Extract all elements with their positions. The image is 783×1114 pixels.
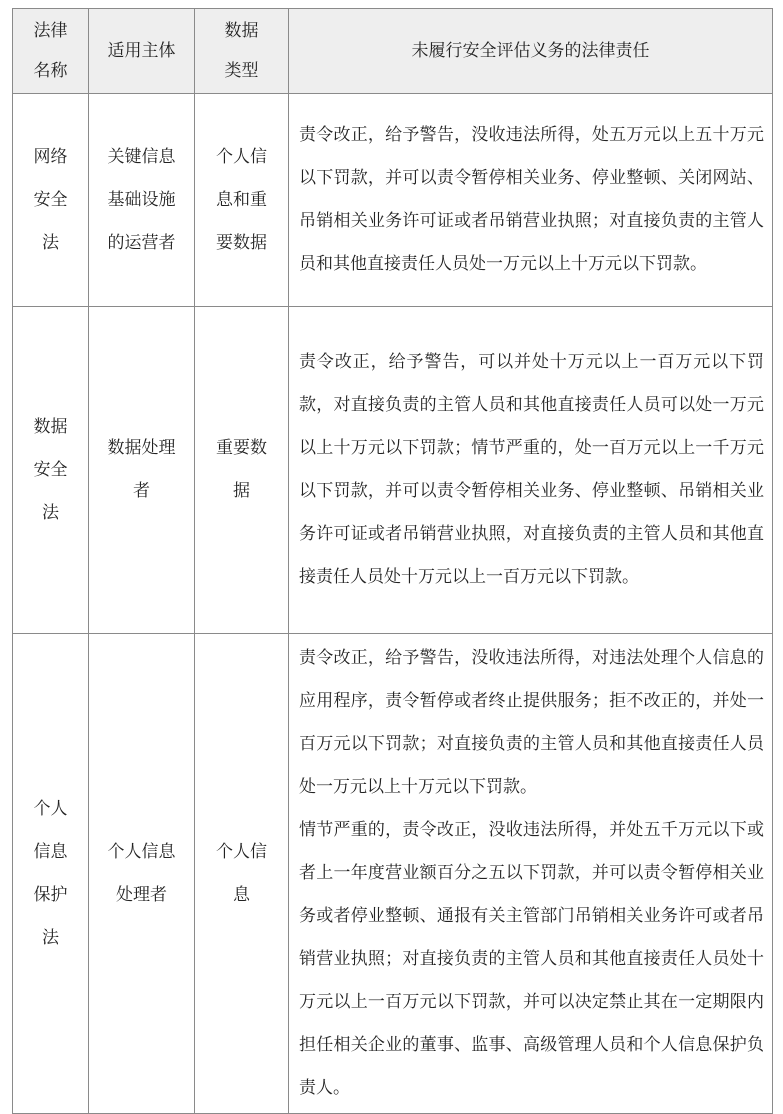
law-name-cell [13,307,89,634]
law-name-line: 信息 [33,841,68,862]
table-row [13,307,773,634]
table-row [13,94,773,307]
subject-line: 者 [133,481,150,501]
subject-line: 个人信息 [107,841,176,862]
subject-cell [89,307,195,634]
data-type-cell [195,94,289,307]
data-type-line: 息 [233,884,250,905]
liability-paragraph: 责令改正，给予警告，可以并处十万元以上一百万元以下罚款，对直接负责的主管人员和其他直接责任人员可以处一万元以上十万元以下罚款；情节严重的，处一百万元以上一千万元以下罚款，并可以责令暂停相关业务、停业整顿、吊销相关业务许可证或者吊销营业执照，对直接负责的主管人员和其他直接责任人员处十万元以上一百万元以下罚款。 [299,352,764,587]
law-name-cell [13,634,89,1114]
data-type-cell [195,307,289,634]
liability-paragraph: 责令改正，给予警告，没收违法所得，处五万元以上五十万元以下罚款，并可以责令暂停相关业务、停业整顿、关闭网站、吊销相关业务许可证或者吊销营业执照；对直接负责的主管人员和其他直接责任人员处一万元以上十万元以下罚款。 [299,125,764,274]
subject-line: 数据处理 [107,438,176,458]
data-type-line: 个人信 [216,841,267,862]
law-name-line: 安全 [33,459,68,480]
law-name-line: 法 [42,502,59,523]
liability-paragraph: 情节严重的，责令改正，没收违法所得，并处五千万元以下或者上一年度营业额百分之五以下罚款，并可以责令暂停相关业务或者停业整顿、通报有关主管部门吊销相关业务许可或者吊销营业执照；对直接负责的主管人员和其他直接责任人员处十万元以上一百万元以下罚款，并可以决定禁止其在一定期限内担任相关企业的董事、监事、高级管理人员和个人信息保护负责人。 [299,820,764,1098]
subject-line: 关键信息 [107,146,176,167]
subject-line: 处理者 [116,884,167,905]
subject-line: 基础设施 [107,189,176,210]
header-data-type-line: 类型 [224,61,259,81]
header-row [13,9,773,94]
header-law-name-line: 名称 [33,61,68,81]
table-row [13,634,773,1114]
header-subject: 适用主体 [89,9,195,94]
data-type-cell [195,634,289,1114]
subject-cell [89,94,195,307]
subject-cell [89,634,195,1114]
law-name-line: 数据 [33,416,68,437]
subject-line: 的运营者 [107,232,176,253]
law-name-line: 保护 [33,884,68,905]
data-type-line: 要数据 [216,232,267,253]
law-name-line: 法 [42,232,59,253]
data-type-line: 息和重 [216,189,267,210]
liability-cell [289,634,773,1114]
law-name-line: 安全 [33,189,68,210]
liability-cell [289,307,773,634]
law-name-line: 网络 [33,146,68,167]
law-name-line: 个人 [33,798,68,819]
liability-paragraph: 责令改正，给予警告，没收违法所得，对违法处理个人信息的应用程序，责令暂停或者终止提供服务；拒不改正的，并处一百万元以下罚款；对直接负责的主管人员和其他直接责任人员处一万元以上十万元以下罚款。 [299,648,764,797]
data-type-line: 据 [233,481,250,501]
header-law-name [13,9,89,94]
data-type-line: 个人信 [216,146,267,167]
header-liability: 未履行安全评估义务的法律责任 [289,9,773,94]
header-data-type [195,9,289,94]
header-law-name-line: 法律 [33,21,68,41]
liability-cell [289,94,773,307]
header-data-type-line: 数据 [224,21,259,41]
liability-table [12,8,773,1114]
law-name-cell [13,94,89,307]
law-name-line: 法 [42,927,59,948]
data-type-line: 重要数 [216,438,267,458]
